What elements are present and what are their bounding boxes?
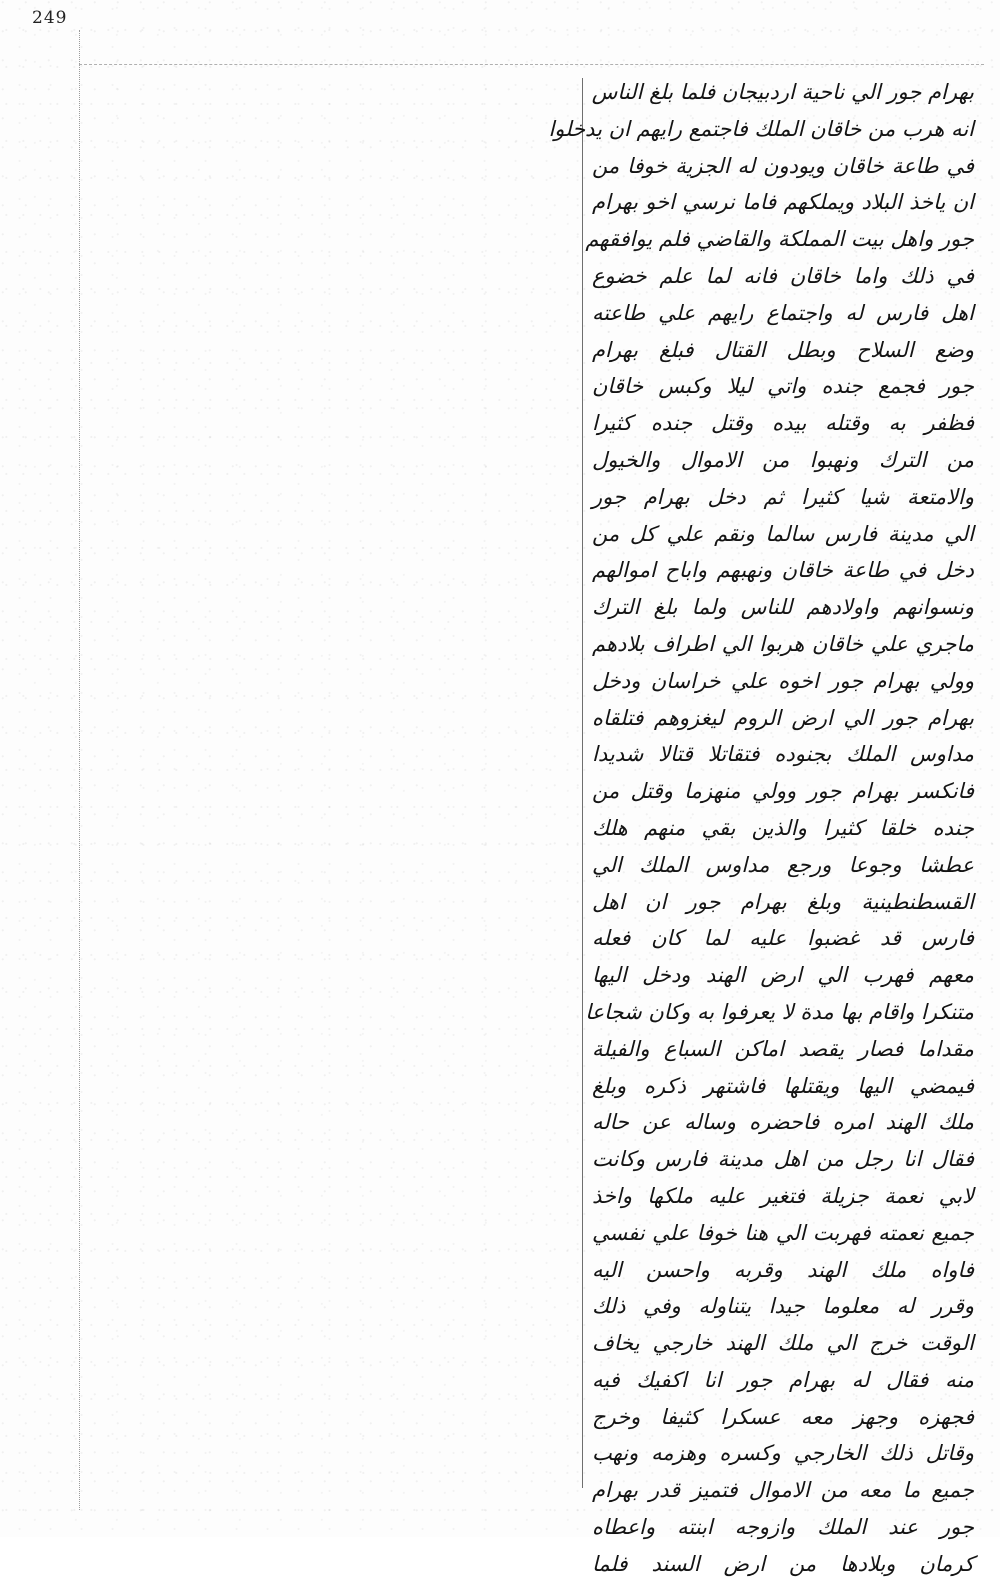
manuscript-line: جميع ما معه من الاموال فتميز قدر بهرام	[592, 1478, 974, 1503]
manuscript-line: في ذلك واما خاقان فانه لما علم خضوع	[592, 263, 974, 288]
manuscript-line: جنده خلقا كثيرا والذين بقي منهم هلك	[592, 815, 974, 840]
manuscript-line: في طاعة خاقان ويودون له الجزية خوفا من	[592, 153, 974, 178]
manuscript-line: مداوس الملك بجنوده فتقاتلا قتالا شديدا	[592, 742, 974, 767]
margin-rule	[79, 30, 81, 1510]
text-frame-rule	[582, 78, 584, 1488]
manuscript-line: وقاتل ذلك الخارجي وكسره وهزمه ونهب	[592, 1441, 974, 1466]
manuscript-line: جور واهل بيت المملكة والقاضي فلم يوافقهم	[585, 227, 974, 252]
manuscript-line: جميع نعمته فهربت الي هنا خوفا علي نفسي	[592, 1220, 974, 1245]
manuscript-line: ونسوانهم واولادهم للناس ولما بلغ الترك	[592, 595, 974, 620]
manuscript-line: جور فجمع جنده واتي ليلا وكبس خاقان	[592, 374, 974, 399]
manuscript-line: كرمان وبلادها من ارض السند فلما	[592, 1551, 974, 1576]
manuscript-line: اهل فارس له واجتماع رايهم علي طاعته	[592, 300, 974, 325]
manuscript-line: ماجري علي خاقان هربوا الي اطراف بلادهم	[592, 631, 974, 656]
manuscript-line: بهرام جور الي ناحية اردبيجان فلما بلغ الناس	[591, 80, 974, 104]
manuscript-line: من الترك ونهبوا من الاموال والخيول	[592, 447, 974, 472]
manuscript-line: فجهزه وجهز معه عسكرا كثيفا وخرج	[592, 1404, 974, 1429]
manuscript-text-block	[548, 74, 974, 1576]
manuscript-line: منه فقال له بهرام جور انا اكفيك فيه	[592, 1367, 974, 1392]
manuscript-line: دخل في طاعة خاقان ونهبهم واباح اموالهم	[592, 558, 974, 583]
manuscript-line: فاواه ملك الهند وقربه واحسن اليه	[592, 1257, 974, 1282]
manuscript-line: ملك الهند امره فاحضره وساله عن حاله	[592, 1110, 974, 1135]
manuscript-line: فيمضي اليها ويقتلها فاشتهر ذكره وبلغ	[592, 1073, 974, 1098]
manuscript-line: جور عند الملك وازوجه ابنته واعطاه	[592, 1515, 974, 1540]
manuscript-line: فارس قد غضبوا عليه لما كان فعله	[592, 926, 974, 951]
manuscript-line: لابي نعمة جزيلة فتغير عليه ملكها واخذ	[592, 1183, 974, 1208]
manuscript-line: القسطنطينية وبلغ بهرام جور ان اهل	[592, 889, 974, 914]
manuscript-line: وقرر له معلوما جيدا يتناوله وفي ذلك	[592, 1294, 974, 1319]
manuscript-line: والامتعة شيا كثيرا ثم دخل بهرام جور	[592, 484, 974, 509]
top-rule	[79, 64, 984, 65]
manuscript-line: الي مدينة فارس سالما ونقم علي كل من	[592, 521, 974, 546]
manuscript-line: معهم فهرب الي ارض الهند ودخل اليها	[592, 963, 974, 988]
manuscript-line: ان ياخذ البلاد ويملكهم فاما نرسي اخو بهرام	[592, 190, 974, 215]
manuscript-line: انه هرب من خاقان الملك فاجتمع رايهم ان يدخلوا	[548, 116, 974, 141]
manuscript-line: فانكسر بهرام جور وولي منهزما وقتل من	[592, 779, 974, 804]
manuscript-line: وولي بهرام جور اخوه علي خراسان ودخل	[592, 668, 974, 693]
manuscript-line: فقال انا رجل من اهل مدينة فارس وكانت	[592, 1147, 974, 1172]
manuscript-line: وضع السلاح وبطل القتال فبلغ بهرام	[592, 337, 974, 362]
manuscript-line: بهرام جور الي ارض الروم ليغزوهم فتلقاه	[592, 705, 974, 730]
manuscript-line: عطشا وجوعا ورجع مداوس الملك الي	[592, 852, 974, 877]
manuscript-line: فظفر به وقتله بيده وقتل جنده كثيرا	[592, 411, 974, 436]
page-number: 249	[32, 8, 68, 28]
manuscript-line: مقداما فصار يقصد اماكن السباع والفيلة	[592, 1036, 974, 1061]
manuscript-line: الوقت خرج الي ملك الهند خارجي يخاف	[592, 1331, 974, 1356]
manuscript-line: متنكرا واقام بها مدة لا يعرفوا به وكان شجاعا	[585, 999, 974, 1024]
